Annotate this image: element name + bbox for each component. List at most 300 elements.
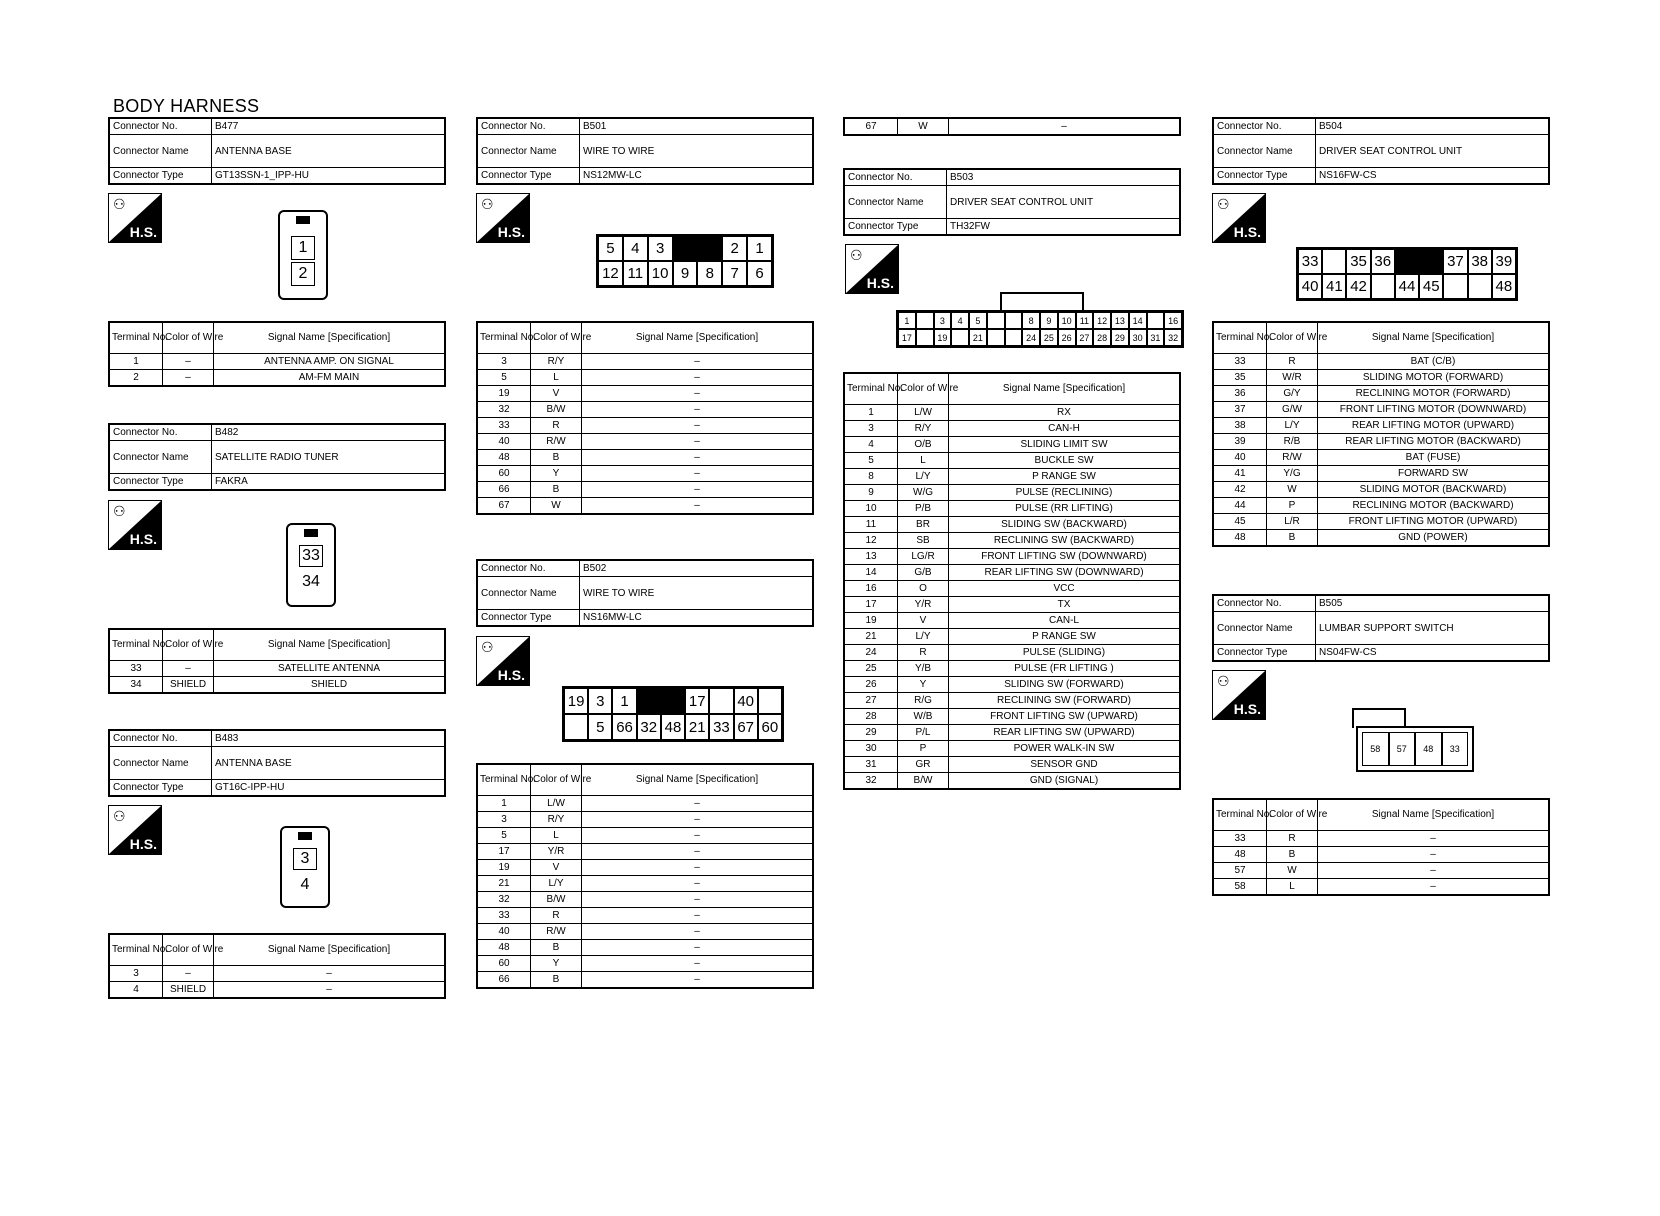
connector-pin: 41 [1322,274,1346,299]
connector-pin: 4 [951,312,969,329]
signal-name: AM-FM MAIN [214,370,446,387]
signal-name: – [582,370,814,386]
table-row [1213,434,1549,450]
connector-pin: 31 [1147,329,1165,346]
connector-pin [1005,329,1023,346]
terminal-number: 19 [477,386,531,402]
terminal-table-b504: Terminal No. Color of Wire Signal Name [Specification] 33 R BAT (C/B) 35 W/R SLIDING MOTOR (FORWARD) 36 G/Y RECLINING MOTOR (FORWARD) 37 G/W FRONT LIFTING MOTOR (DOWNWARD) 38 L/Y REAR LIFTING MOTOR (UPWARD) 39 R/B REAR LIFTING MOTOR (BACKWARD) 40 R/W BAT (FUSE) 41 Y/G FORWARD SW 42 W SLIDING MOTOR (BACKWARD) 44 P RECLINING MOTOR (BACKWARD) 45 L/R FRONT LIFTING MOTOR (UPWARD) 48 B GND (POWER) [1212,321,1550,547]
connector-lock [673,236,723,261]
connector-pin [709,688,733,714]
connector-pin: 3 [588,688,612,714]
terminal-number: 8 [844,469,898,485]
wire-color: SHIELD [163,982,214,999]
terminal-number: 33 [1213,831,1267,847]
terminal-number: 60 [477,466,531,482]
connector-pin: 28 [1093,329,1111,346]
connector-info-table: Connector No. B477 Connector Name ANTENNA BASE Connector Type GT13SSN-1_IPP-HU [108,117,446,185]
wire-color: G/Y [1267,386,1318,402]
connector-pin: 21 [685,714,709,740]
table-row [844,533,1180,549]
connector-pin: 1 [612,688,636,714]
wire-color: L/R [1267,514,1318,530]
table-row [844,469,1180,485]
table-row [477,892,813,908]
connector-pin: 58 [1362,732,1389,766]
terminal-table-b477: Terminal No. Color of Wire Signal Name [Specification] 1 – ANTENNA AMP. ON SIGNAL 2 – AM-FM MAIN [108,321,446,387]
terminal-number: 24 [844,645,898,661]
signal-name: – [582,844,814,860]
signal-name: SLIDING SW (BACKWARD) [949,517,1181,533]
connector-type: NS12MW-LC [580,168,814,185]
signal-name: RECLINING MOTOR (FORWARD) [1318,386,1550,402]
connector-pin: 32 [637,714,661,740]
signal-name: FRONT LIFTING SW (UPWARD) [949,709,1181,725]
signal-name: – [1318,831,1550,847]
connector-face-b504 [1296,247,1518,301]
connector-block-b503: Connector No. B503 Connector Name DRIVER SEAT CONTROL UNIT Connector Type TH32FW [843,168,1181,236]
table-row [1213,466,1549,482]
connector-pin [564,714,588,740]
wire-color: Y [898,677,949,693]
connector-pin: 10 [1058,312,1076,329]
connector-pin: 48 [661,714,685,740]
signal-name: P RANGE SW [949,629,1181,645]
terminal-number: 57 [1213,863,1267,879]
table-row [844,581,1180,597]
wire-color: B [1267,847,1318,863]
signal-name: – [582,908,814,924]
connector-pin: 45 [1419,274,1443,299]
wire-color: G/W [1267,402,1318,418]
connector-pin: 21 [969,329,987,346]
signal-name: – [582,940,814,956]
terminal-table-b505: Terminal No. Color of Wire Signal Name [Specification] 33 R – 48 B – 57 W – 58 L – [1212,798,1550,896]
table-row [109,966,445,982]
connector-pin: 32 [1164,329,1182,346]
wire-color: V [531,860,582,876]
signal-name: – [582,860,814,876]
wire-color: – [163,354,214,370]
wire-color: Y/B [898,661,949,677]
table-row [1213,418,1549,434]
connector-pin: 57 [1389,732,1416,766]
signal-name: RECLINING SW (FORWARD) [949,693,1181,709]
table-row [477,498,813,515]
terminal-number: 45 [1213,514,1267,530]
table-row [109,354,445,370]
connector-pin: 24 [1022,329,1040,346]
wire-color: R/W [531,434,582,450]
terminal-number: 5 [477,370,531,386]
table-row [477,482,813,498]
wire-color: O/B [898,437,949,453]
table-row [1213,450,1549,466]
wire-color: LG/R [898,549,949,565]
harness-side-icon: ⚇ H.S. [108,193,162,243]
wire-color: Y [531,956,582,972]
terminal-number: 33 [109,661,163,677]
wire-color: B [531,450,582,466]
harness-side-icon: ⚇ H.S. [845,244,899,294]
signal-name: CAN-H [949,421,1181,437]
signal-name: REAR LIFTING MOTOR (BACKWARD) [1318,434,1550,450]
terminal-number: 3 [477,812,531,828]
connector-pin: 9 [673,261,698,286]
connector-pin: 1 [898,312,916,329]
table-row [844,549,1180,565]
harness-side-icon: ⚇ H.S. [108,805,162,855]
wire-color: R/W [1267,450,1318,466]
table-row [844,597,1180,613]
connector-number: B503 [947,169,1181,186]
signal-name: REAR LIFTING SW (UPWARD) [949,725,1181,741]
wire-color: SHIELD [163,677,214,694]
connector-pin [987,312,1005,329]
terminal-number: 26 [844,677,898,693]
wire-color: L [1267,879,1318,896]
terminal-number: 33 [477,418,531,434]
terminal-number: 33 [477,908,531,924]
connector-pin: 8 [1022,312,1040,329]
signal-name: – [582,434,814,450]
signal-name: – [582,892,814,908]
signal-name: SATELLITE ANTENNA [214,661,446,677]
terminal-number: 34 [109,677,163,694]
table-row [844,645,1180,661]
terminal-number: 60 [477,956,531,972]
connector-pin: 40 [1298,274,1322,299]
terminal-number: 48 [1213,530,1267,547]
table-row [844,501,1180,517]
wire-color: L/Y [898,469,949,485]
wire-color: R [1267,354,1318,370]
terminal-number: 35 [1213,370,1267,386]
wire-color: W/R [1267,370,1318,386]
terminal-table-b501: Terminal No. Color of Wire Signal Name [Specification] 3 R/Y – 5 L – 19 V – 32 B/W – 33 R – 40 R/W – 48 B – 60 Y – 66 B – 67 W – [476,321,814,515]
harness-side-icon: ⚇ H.S. [1212,193,1266,243]
signal-name: SLIDING MOTOR (BACKWARD) [1318,482,1550,498]
terminal-number: 19 [844,613,898,629]
connector-pin: 5 [588,714,612,740]
wire-color: W/B [898,709,949,725]
connector-pin: 5 [969,312,987,329]
terminal-number: 31 [844,757,898,773]
connector-name: ANTENNA BASE [212,747,446,780]
terminal-table-b482: Terminal No. Color of Wire Signal Name [Specification] 33 – SATELLITE ANTENNA 34 SHIELD SHIELD [108,628,446,694]
connector-pin: 30 [1129,329,1147,346]
connector-type: GT13SSN-1_IPP-HU [212,168,446,185]
wire-color: – [163,661,214,677]
terminal-number: 36 [1213,386,1267,402]
terminal-number: 37 [1213,402,1267,418]
signal-name: GND (SIGNAL) [949,773,1181,790]
terminal-number: 40 [477,434,531,450]
connector-pin: 17 [898,329,916,346]
wire-color: P/B [898,501,949,517]
signal-name: – [1318,863,1550,879]
wire-color: Y [531,466,582,482]
wire-color: P [898,741,949,757]
wire-color: GR [898,757,949,773]
table-row [844,517,1180,533]
table-row [477,908,813,924]
wire-color: B [531,482,582,498]
table-row [477,972,813,989]
table-row [477,434,813,450]
wire-color: O [898,581,949,597]
wire-color: L/Y [1267,418,1318,434]
wire-color: W [1267,482,1318,498]
connector-block-b483: Connector No. B483 Connector Name ANTENNA BASE Connector Type GT16C-IPP-HU [108,729,446,797]
table-row [844,405,1180,421]
connector-pin: 19 [934,329,952,346]
wire-color: L [898,453,949,469]
terminal-number: 3 [477,354,531,370]
connector-pin: 25 [1040,329,1058,346]
terminal-number: 14 [844,565,898,581]
signal-name: CAN-L [949,613,1181,629]
connector-block-b504: Connector No. B504 Connector Name DRIVER SEAT CONTROL UNIT Connector Type NS16FW-CS [1212,117,1550,185]
connector-block-b501: Connector No. B501 Connector Name WIRE TO WIRE Connector Type NS12MW-LC [476,117,814,185]
terminal-number: 4 [844,437,898,453]
wire-color: SB [898,533,949,549]
connector-pin: 10 [648,261,673,286]
page-title: BODY HARNESS [113,96,260,116]
table-row [844,629,1180,645]
connector-pin [916,329,934,346]
terminal-number: 3 [844,421,898,437]
wire-color: – [163,966,214,982]
wire-color: R [531,908,582,924]
table-row [844,725,1180,741]
table-row [1213,879,1549,896]
signal-name: – [582,354,814,370]
connector-name: DRIVER SEAT CONTROL UNIT [947,186,1181,219]
signal-name: SLIDING LIMIT SW [949,437,1181,453]
terminal-number: 40 [1213,450,1267,466]
connector-face-b502 [562,686,784,742]
connector-pin: 29 [1111,329,1129,346]
harness-side-icon: ⚇ H.S. [108,500,162,550]
wire-color: L/Y [898,629,949,645]
signal-name: REAR LIFTING SW (DOWNWARD) [949,565,1181,581]
signal-name: VCC [949,581,1181,597]
connector-pin: 12 [1093,312,1111,329]
table-row [477,370,813,386]
table-row [844,757,1180,773]
signal-name: REAR LIFTING MOTOR (UPWARD) [1318,418,1550,434]
table-row [844,118,1180,135]
wire-color: L/Y [531,876,582,892]
connector-latch [1352,708,1406,728]
connector-face-b503 [896,310,1184,348]
terminal-number: 5 [477,828,531,844]
terminal-number: 48 [477,450,531,466]
wire-color: R/Y [531,354,582,370]
signal-name: FRONT LIFTING MOTOR (DOWNWARD) [1318,402,1550,418]
wire-color: R [1267,831,1318,847]
connector-pin: 17 [685,688,709,714]
table-row [1213,530,1549,547]
wire-color: L/W [531,796,582,812]
wire-color: R/B [1267,434,1318,450]
signal-name: ANTENNA AMP. ON SIGNAL [214,354,446,370]
table-row [1213,354,1549,370]
table-row [477,386,813,402]
wire-color: B/W [531,402,582,418]
terminal-number: 3 [109,966,163,982]
signal-name: POWER WALK-IN SW [949,741,1181,757]
wire-color: Y/G [1267,466,1318,482]
signal-name: – [582,482,814,498]
connector-number: B482 [212,424,446,441]
terminal-table-b503: Terminal No. Color of Wire Signal Name [Specification] 1 L/W RX 3 R/Y CAN-H 4 O/B SLIDING LIMIT SW 5 L BUCKLE SW 8 L/Y P RANGE SW 9 W/G PULSE (RECLINING) 10 P/B PULSE (RR LIFTING) 11 BR SLIDING SW (BACKWARD) 12 SB RECLINING SW (BACKWARD) 13 LG/R FRONT LIFTING SW (DOWNWARD) 14 G/B REAR LIFTING SW (DOWNWARD) 16 O VCC 17 Y/R TX 19 V CAN-L 21 L/Y P RANGE SW 24 R PULSE (SLIDING) 25 Y/B PULSE (FR LIFTING ) 26 Y SLIDING SW (FORWARD) 27 R/G RECLINING SW (FORWARD) 28 W/B FRONT LIFTING SW (UPWARD) 29 P/L REAR LIFTING SW (UPWARD) 30 P POWER WALK-IN SW 31 GR SENSOR GND 32 B/W GND (SIGNAL) [843,372,1181,790]
terminal-number: 16 [844,581,898,597]
wire-color: BR [898,517,949,533]
signal-name: – [582,796,814,812]
connector-pin: 11 [623,261,648,286]
signal-name: FORWARD SW [1318,466,1550,482]
connector-number: B504 [1316,118,1550,135]
connector-face-b483: 3 4 [280,826,330,908]
connector-pin: 5 [598,236,623,261]
connector-pin: 9 [1040,312,1058,329]
wire-color: Y/R [531,844,582,860]
signal-name: – [582,498,814,515]
signal-name: – [582,402,814,418]
connector-pin [1005,312,1023,329]
terminal-number: 1 [109,354,163,370]
table-row [844,693,1180,709]
connector-pin: 33 [1442,732,1469,766]
table-row [109,661,445,677]
connector-pin: 67 [734,714,758,740]
wire-color: W [898,118,949,135]
connector-pin: 8 [697,261,722,286]
connector-name: WIRE TO WIRE [580,135,814,168]
connector-pin [916,312,934,329]
connector-pin: 19 [564,688,588,714]
terminal-number: 32 [477,402,531,418]
connector-block-b505: Connector No. B505 Connector Name LUMBAR SUPPORT SWITCH Connector Type NS04FW-CS [1212,594,1550,662]
connector-pin: 66 [612,714,636,740]
signal-name: – [214,982,446,999]
signal-name: BAT (C/B) [1318,354,1550,370]
signal-name: – [582,466,814,482]
table-row [844,773,1180,790]
terminal-number: 13 [844,549,898,565]
signal-name: BAT (FUSE) [1318,450,1550,466]
terminal-number: 4 [109,982,163,999]
connector-pin: 33 [709,714,733,740]
table-row [477,940,813,956]
signal-name: FRONT LIFTING SW (DOWNWARD) [949,549,1181,565]
connector-type: NS16FW-CS [1316,168,1550,185]
signal-name: – [949,118,1181,135]
connector-number: B477 [212,118,446,135]
table-row [477,860,813,876]
signal-name: PULSE (FR LIFTING ) [949,661,1181,677]
table-row [477,844,813,860]
connector-pin: 39 [1492,249,1516,274]
signal-name: RECLINING MOTOR (BACKWARD) [1318,498,1550,514]
terminal-number: 48 [477,940,531,956]
terminal-number: 12 [844,533,898,549]
signal-name: – [582,956,814,972]
terminal-number: 2 [109,370,163,387]
wire-color: – [163,370,214,387]
terminal-number: 1 [477,796,531,812]
table-row [1213,386,1549,402]
wire-color: R [898,645,949,661]
connector-lock [1395,249,1443,274]
terminal-number: 41 [1213,466,1267,482]
connector-name: WIRE TO WIRE [580,577,814,610]
terminal-number: 10 [844,501,898,517]
terminal-number: 58 [1213,879,1267,896]
signal-name: – [214,966,446,982]
terminal-number: 19 [477,860,531,876]
wire-color: B [531,972,582,989]
table-row [477,354,813,370]
wire-color: V [898,613,949,629]
connector-pin: 37 [1443,249,1467,274]
wire-color: R/Y [531,812,582,828]
table-row [1213,514,1549,530]
table-row [1213,482,1549,498]
connector-latch [1000,292,1084,312]
table-row [477,466,813,482]
connector-number: B505 [1316,595,1550,612]
connector-type: NS04FW-CS [1316,645,1550,662]
wire-color: G/B [898,565,949,581]
terminal-number: 21 [844,629,898,645]
terminal-number: 9 [844,485,898,501]
wire-color: B/W [531,892,582,908]
connector-pin: 3 [934,312,952,329]
connector-pin: 42 [1346,274,1370,299]
signal-name: – [582,828,814,844]
connector-pin: 12 [598,261,623,286]
connector-pin: 11 [1076,312,1094,329]
signal-name: PULSE (SLIDING) [949,645,1181,661]
connector-name: DRIVER SEAT CONTROL UNIT [1316,135,1550,168]
table-row [1213,847,1549,863]
connector-name: ANTENNA BASE [212,135,446,168]
connector-number: B483 [212,730,446,747]
terminal-number: 33 [1213,354,1267,370]
terminal-number: 29 [844,725,898,741]
connector-pin [1371,274,1395,299]
wire-color: L [531,370,582,386]
signal-name: FRONT LIFTING MOTOR (UPWARD) [1318,514,1550,530]
connector-pin: 36 [1371,249,1395,274]
signal-name: – [582,812,814,828]
wire-color: B [531,940,582,956]
table-row [1213,498,1549,514]
connector-pin: 60 [758,714,782,740]
connector-pin: 38 [1468,249,1492,274]
connector-type: FAKRA [212,474,446,491]
signal-name: PULSE (RECLINING) [949,485,1181,501]
terminal-table-b502: Terminal No. Color of Wire Signal Name [Specification] 1 L/W – 3 R/Y – 5 L – 17 Y/R – 19 V – 21 L/Y – 32 B/W – 33 R – 40 R/W – 48 B – 60 Y – 66 B – [476,763,814,989]
connector-pin [987,329,1005,346]
table-row [477,402,813,418]
terminal-number: 39 [1213,434,1267,450]
table-row [1213,831,1549,847]
wire-color: P/L [898,725,949,741]
table-row [844,565,1180,581]
